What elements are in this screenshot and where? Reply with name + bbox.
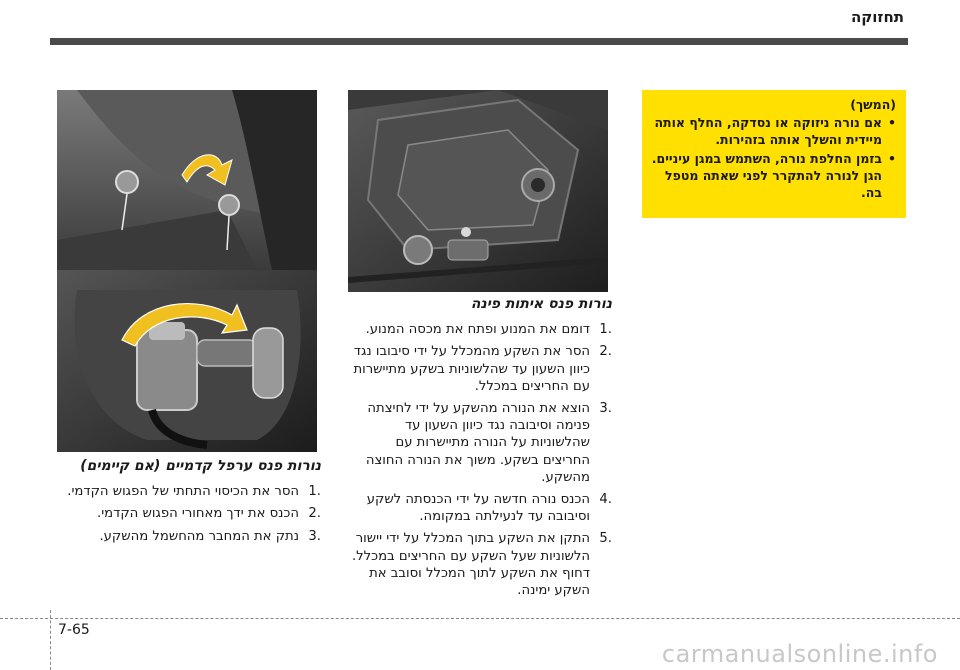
page-title: תחזוקה: [850, 8, 904, 26]
step-item: [346, 530, 612, 599]
step-item: [55, 483, 321, 500]
step-number: 4.: [599, 492, 612, 508]
step-text: הכנס נורה חדשה על ידי הכנסתה לשקע וסיבובה עד לנעילתה במקומה.: [366, 492, 590, 525]
step-text: הסר את הכיסוי התחתי של הפגוש הקדמי.: [67, 484, 299, 500]
watermark: carmanualsonline.info: [661, 640, 938, 668]
step-number: 3.: [308, 528, 321, 544]
section-title: נורות פנס ערפל קדמיים (אם קיימים): [80, 458, 321, 474]
step-number: 1.: [308, 484, 321, 500]
front-turn-section: [346, 296, 612, 604]
steps-list: [55, 483, 321, 545]
step-text: התקן את השקע בתוך המכלל על ידי יישור הלשוניות שעל השקע עם החריצים במכלל. דחוף את השקע לתוך המכלל וסובב את השקע ימינה.: [351, 531, 590, 599]
step-number: 5.: [599, 531, 612, 547]
headlamp-bulb-photo: [348, 90, 608, 292]
footer-divider: [0, 618, 960, 619]
notice-bullet: • אם נורה ניזוקה או נסדקה, החלף אותה מיידית והשלך אותה בזהירות.: [650, 114, 882, 148]
step-item: [346, 491, 612, 525]
side-marker-photo: [57, 90, 317, 452]
step-item: [346, 321, 612, 338]
section-title: נורות פנס איתות פינה: [470, 296, 612, 312]
header-bar: [50, 38, 908, 45]
step-item: [55, 505, 321, 522]
step-number: 2.: [308, 506, 321, 522]
step-text: דומם את המנוע ופתח את מכסה המנוע.: [365, 322, 590, 338]
notice-title: (המשך): [850, 97, 896, 112]
step-text: הוצא את הנורה מהשקע על ידי לחיצתה פנימה וסיבובה נגד כיוון השעון עד שהלשוניות על הנורה מתיישרות עם החריצים בשקע. משוך את הנורה החוצה מהשקע.: [365, 401, 590, 485]
steps-list: [346, 321, 612, 599]
step-text: הסר את השקע מהמכלל על ידי סיבובו נגד כיוון השעון עד שהלשוניות בשקע מתיישרות עם החריצים במכלל.: [353, 344, 590, 394]
caution-notice: [642, 90, 906, 218]
step-number: 1.: [599, 322, 612, 338]
notice-list: [650, 114, 896, 201]
step-item: [55, 528, 321, 545]
step-item: [346, 343, 612, 395]
step-number: 2.: [599, 344, 612, 360]
step-number: 3.: [599, 401, 612, 417]
notice-bullet: • בזמן החלפת נורה, השתמש במגן עיניים. הגן לנורה להתקרר לפני שאתה מטפל בה.: [650, 150, 882, 201]
margin-divider: [50, 610, 52, 670]
step-item: [346, 400, 612, 486]
step-text: הכנס את ידך מאחורי הפגוש הקדמי.: [97, 506, 299, 522]
page-number: 7-65: [58, 622, 90, 638]
step-text: נתק את המחבר מהחשמל מהשקע.: [99, 528, 299, 544]
side-marker-section: [55, 458, 321, 550]
